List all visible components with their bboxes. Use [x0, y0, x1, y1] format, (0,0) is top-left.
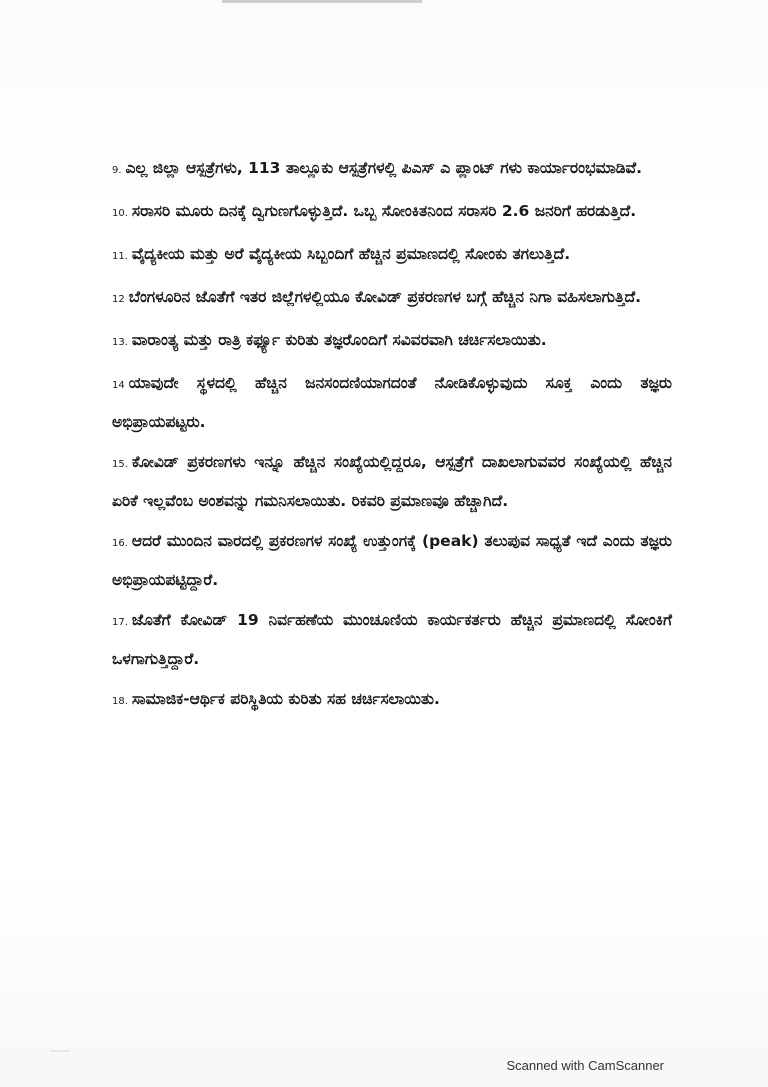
item-text: ಕೋವಿಡ್ ಪ್ರಕರಣಗಳು ಇನ್ನೂ ಹೆಚ್ಚಿನ ಸಂಖ್ಯೆಯಲ್ಲಿದ್ದರೂ, ಆಸ್ಪತ್ರೆಗೆ ದಾಖಲಾಗುವವರ ಸಂಖ್ಯೆಯಲ್ಲಿ ಹೆಚ್ಚಿನ ಏರಿಕೆ ಇಲ್ಲವೆಂಬ ಅಂಶವನ್ನು ಗಮನಿಸಲಾಯಿತು. ರಿಕವರಿ ಪ್ರಮಾಣವೂ ಹೆಚ್ಚಾಗಿದೆ. [112, 453, 672, 510]
numbered-points-list [112, 150, 672, 724]
list-item [112, 444, 672, 519]
item-number: 10. [112, 208, 128, 219]
list-item [112, 365, 672, 440]
item-text: ಯಾವುದೇ ಸ್ಥಳದಲ್ಲಿ ಹೆಚ್ಚಿನ ಜನಸಂದಣಿಯಾಗದಂತೆ ನೋಡಿಕೊಳ್ಳುವುದು ಸೂಕ್ತ ಎಂದು ತಜ್ಞರು ಅಭಿಪ್ರಾಯಪಟ್ಟರು. [112, 374, 672, 431]
list-item [112, 193, 672, 232]
list-item [112, 322, 672, 361]
list-item [112, 681, 672, 720]
item-text: ಎಲ್ಲ ಜಿಲ್ಲಾ ಆಸ್ಪತ್ರೆಗಳು, 113 ತಾಲ್ಲೂಕು ಆಸ್ಪತ್ರೆಗಳಲ್ಲಿ ಪಿಎಸ್ ಎ ಪ್ಲಾಂಟ್ ಗಳು ಕಾರ್ಯಾರಂಭಮಾಡಿವೆ. [125, 159, 643, 177]
item-number: 17. [112, 617, 128, 628]
list-item [112, 150, 672, 189]
item-text: ವಾರಾಂತ್ಯ ಮತ್ತು ರಾತ್ರಿ ಕರ್ಫ್ಯೂ ಕುರಿತು ತಜ್ಞರೊಂದಿಗೆ ಸವಿವರವಾಗಿ ಚರ್ಚಿಸಲಾಯಿತು. [131, 331, 547, 349]
bottom-edge-mark [50, 1050, 70, 1052]
item-number: 16. [112, 538, 128, 549]
item-number: 11. [112, 251, 128, 262]
item-text: ಬೆಂಗಳೂರಿನ ಜೊತೆಗೆ ಇತರ ಜಿಲ್ಲೆಗಳಲ್ಲಿಯೂ ಕೋವಿಡ್ ಪ್ರಕರಣಗಳ ಬಗ್ಗೆ ಹೆಚ್ಚಿನ ನಿಗಾ ವಹಿಸಲಾಗುತ್ತಿದೆ. [128, 288, 641, 306]
item-number: 14 [112, 380, 125, 391]
item-text: ವೈದ್ಯಕೀಯ ಮತ್ತು ಅರೆ ವೈದ್ಯಕೀಯ ಸಿಬ್ಬಂದಿಗೆ ಹೆಚ್ಚಿನ ಪ್ರಮಾಣದಲ್ಲಿ ಸೋಂಕು ತಗಲುತ್ತಿದೆ. [131, 245, 571, 263]
item-number: 9. [112, 165, 122, 176]
list-item [112, 523, 672, 598]
item-number: 18. [112, 696, 128, 707]
list-item [112, 236, 672, 275]
top-edge-line [222, 0, 422, 3]
camscanner-watermark: Scanned with CamScanner [506, 1058, 664, 1073]
item-text: ಜೊತೆಗೆ ಕೋವಿಡ್ 19 ನಿರ್ವಹಣೆಯ ಮುಂಚೂಣಿಯ ಕಾರ್ಯಕರ್ತರು ಹೆಚ್ಚಿನ ಪ್ರಮಾಣದಲ್ಲಿ ಸೋಂಕಿಗೆ ಒಳಗಾಗುತ್ತಿದ್ದಾರೆ. [112, 611, 672, 668]
item-text: ಸಾಮಾಜಿಕ-ಆರ್ಥಿಕ ಪರಿಸ್ಥಿತಿಯ ಕುರಿತು ಸಹ ಚರ್ಚಿಸಲಾಯಿತು. [131, 690, 440, 708]
item-number: 15. [112, 459, 128, 470]
list-item [112, 279, 672, 318]
list-item [112, 602, 672, 677]
item-text: ಸರಾಸರಿ ಮೂರು ದಿನಕ್ಕೆ ದ್ವಿಗುಣಗೊಳ್ಳುತ್ತಿದೆ. ಒಬ್ಬ ಸೋಂಕಿತನಿಂದ ಸರಾಸರಿ 2.6 ಜನರಿಗೆ ಹರಡುತ್ತಿದೆ. [131, 202, 637, 220]
item-number: 12 [112, 294, 125, 305]
item-number: 13. [112, 337, 128, 348]
item-text: ಆದರೆ ಮುಂದಿನ ವಾರದಲ್ಲಿ ಪ್ರಕರಣಗಳ ಸಂಖ್ಯೆ ಉತ್ತುಂಗಕ್ಕೆ (peak) ತಲುಪುವ ಸಾಧ್ಯತೆ ಇದೆ ಎಂದು ತಜ್ಞರು ಅಭಿಪ್ರಾಯಪಟ್ಟಿದ್ದಾರೆ. [112, 532, 672, 589]
